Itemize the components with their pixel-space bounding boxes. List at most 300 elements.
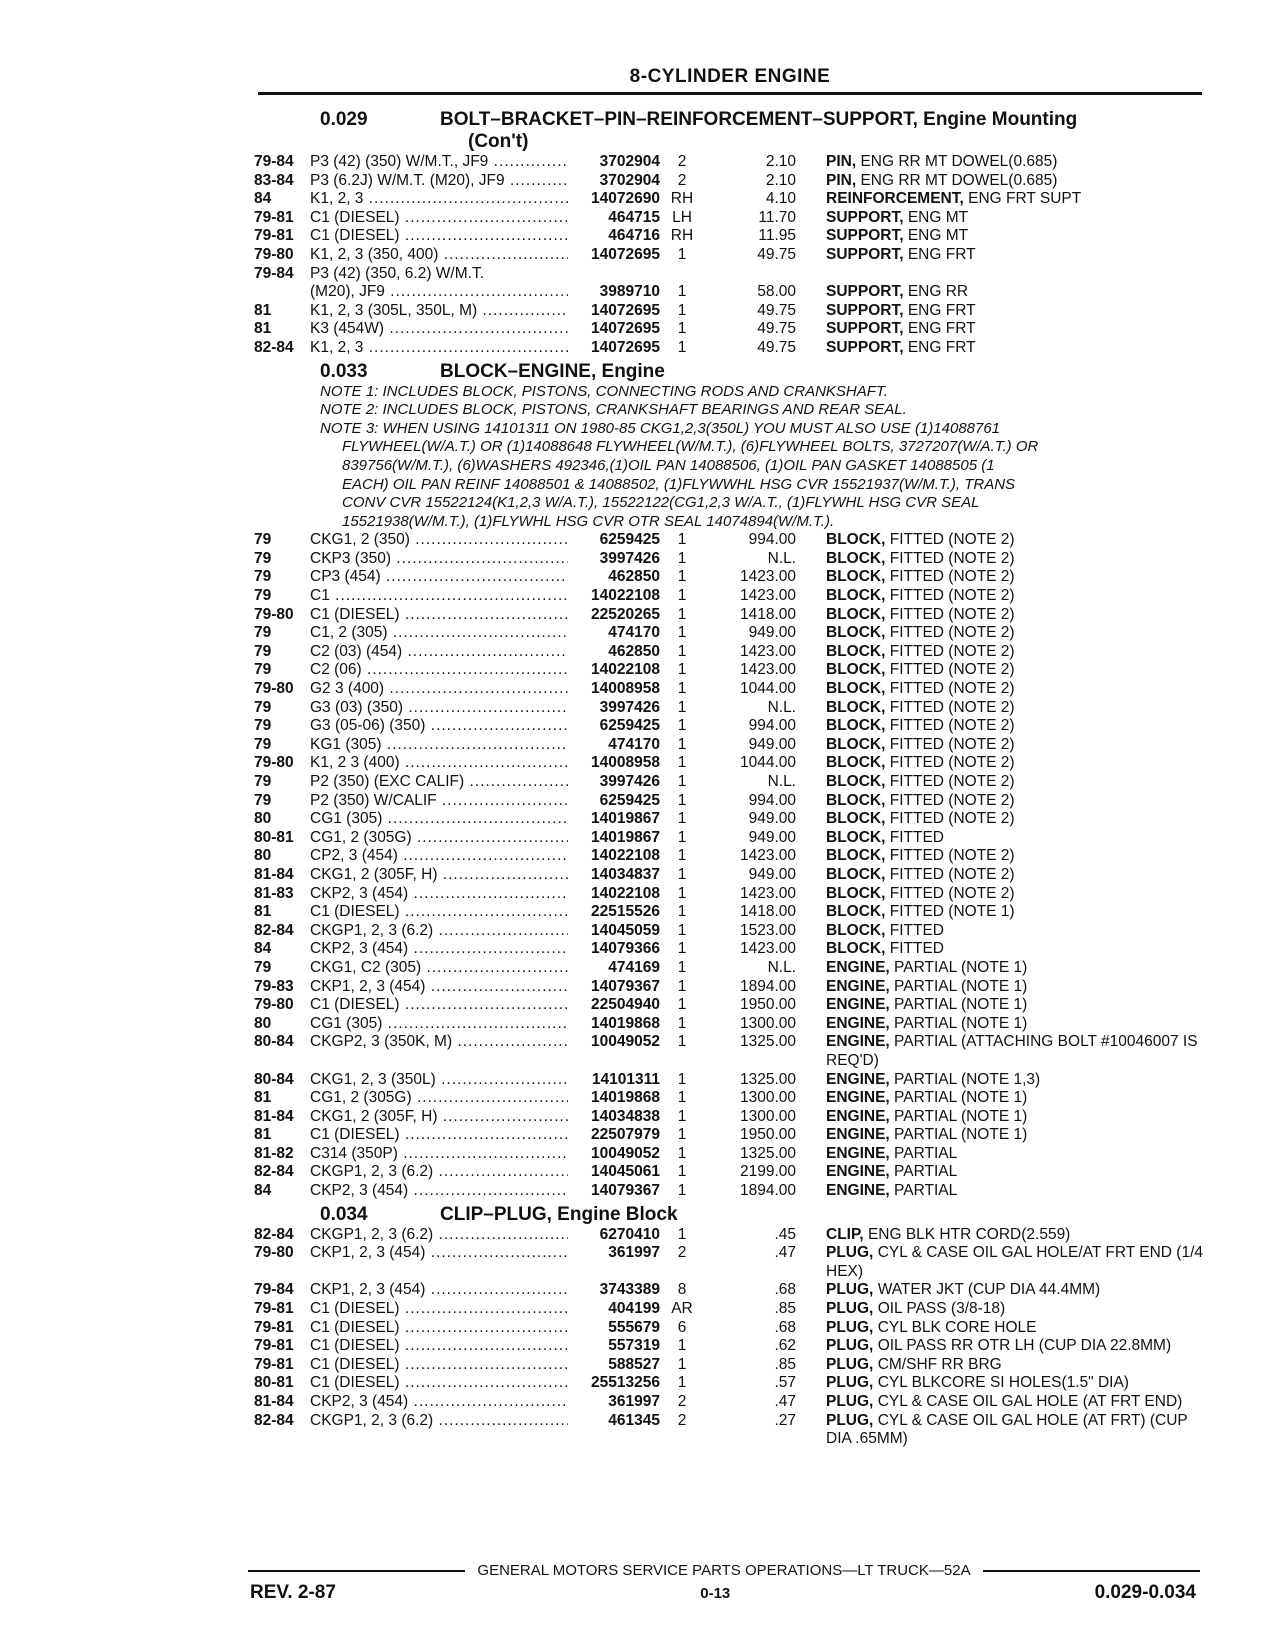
quantity: 1: [677, 717, 687, 735]
part-number: 588527: [608, 1355, 660, 1373]
parts-row: [254, 190, 1204, 209]
description: [796, 1319, 1204, 1338]
model-years: 81: [254, 320, 272, 338]
quantity: 1: [677, 549, 687, 567]
description-noun: BLOCK,: [826, 587, 886, 605]
part-number: 14022108: [591, 661, 660, 679]
description-noun: ENGINE,: [826, 1126, 890, 1144]
model-years: 84: [254, 1182, 272, 1200]
description-detail: FITTED (NOTE 2): [889, 810, 1015, 828]
description-detail: OIL PASS (3/8-18): [877, 1300, 1006, 1318]
application: CKP1, 2, 3 (454) .....: [310, 978, 568, 997]
footer-rule-right: [983, 1570, 1200, 1572]
parts-row: [254, 153, 1204, 172]
description-detail: FITTED (NOTE 2): [889, 773, 1015, 790]
application: C2 (06) .....: [310, 661, 568, 680]
parts-row: [254, 1108, 1204, 1127]
part-number: 25513256: [591, 1374, 660, 1392]
price: 11.70: [758, 208, 796, 226]
description-noun: BLOCK,: [826, 698, 886, 716]
application: CG1, 2 (305G) .....: [310, 829, 568, 848]
footer-rule-left: [248, 1570, 465, 1572]
description: [796, 1108, 1204, 1127]
application: CP2, 3 (454) .....: [310, 847, 568, 866]
application: CKG1, 2 (350) .....: [310, 531, 568, 550]
description-detail: FITTED (NOTE 2): [889, 549, 1015, 567]
description: [796, 773, 1204, 792]
part-number: 461345: [608, 1411, 660, 1429]
parts-row: [254, 1145, 1204, 1164]
description-noun: ENGINE,: [826, 977, 890, 995]
description-noun: BLOCK,: [826, 810, 886, 828]
description: [796, 736, 1204, 755]
parts-row: [254, 227, 1204, 246]
price: .62: [774, 1337, 796, 1355]
description-noun: BLOCK,: [826, 921, 886, 939]
application: CP3 (454) .....: [310, 568, 568, 587]
quantity: AR: [671, 1300, 693, 1318]
section-range: 0.029-0.034: [1094, 1582, 1196, 1603]
description-detail: ENG RR MT DOWEL(0.685): [860, 153, 1058, 170]
parts-row: [254, 754, 1204, 773]
price: 1300.00: [739, 1107, 796, 1125]
parts-row: [254, 1182, 1204, 1201]
parts-row: [254, 1319, 1204, 1338]
section-title-wrap: [440, 361, 1204, 383]
quantity: 1: [677, 568, 687, 586]
description-detail: PARTIAL (NOTE 1): [894, 1014, 1028, 1032]
description: [796, 1374, 1204, 1393]
model-years: 79-84: [254, 153, 294, 170]
part-number: 404199: [608, 1300, 660, 1318]
part-number: 3702904: [599, 171, 660, 189]
description-noun: PLUG,: [826, 1374, 874, 1392]
parts-row: [254, 209, 1204, 228]
model-years: 79-84: [254, 264, 294, 282]
description-noun: BLOCK,: [826, 624, 886, 642]
description-noun: PLUG,: [826, 1318, 874, 1336]
quantity: 1: [677, 283, 687, 301]
quantity: 1: [677, 1144, 687, 1162]
price: 1325.00: [739, 1033, 796, 1051]
description: [796, 1145, 1204, 1164]
section-title: CLIP–PLUG, Engine Block: [440, 1203, 678, 1225]
price: 1423.00: [739, 661, 796, 679]
application: K1, 2, 3 .....: [310, 339, 568, 358]
application: K1, 2 3 (400) .....: [310, 754, 568, 773]
price: 1423.00: [739, 642, 796, 660]
note-line: 15521938(W/M.T.), (1)FLYWHL HSG CVR OTR SEAL 14074894(W/M.T.).: [342, 512, 835, 530]
part-number: 14022108: [591, 587, 660, 605]
parts-row: [254, 1281, 1204, 1300]
quantity: 2: [677, 171, 687, 189]
price: .45: [774, 1225, 796, 1243]
model-years: 82-84: [254, 1225, 294, 1243]
parts-row: [254, 302, 1204, 321]
quantity: 2: [677, 1393, 687, 1410]
application: P2 (350) (EXC CALIF) .....: [310, 773, 568, 792]
description-detail: ENG RR: [907, 283, 969, 301]
quantity: 1: [677, 320, 687, 338]
description: [796, 996, 1204, 1015]
part-number: 557319: [608, 1337, 660, 1355]
description-detail: FITTED (NOTE 2): [889, 605, 1015, 623]
note-line: NOTE 1: INCLUDES BLOCK, PISTONS, CONNECTING RODS AND CRANKSHAFT.: [320, 382, 888, 400]
description: [796, 978, 1204, 997]
application: CKG1, 2 (305F, H) .....: [310, 1108, 568, 1127]
application: C1, 2 (305) .....: [310, 624, 568, 643]
description-noun: BLOCK,: [826, 773, 886, 790]
price: 1044.00: [739, 680, 796, 698]
quantity: 1: [677, 754, 687, 772]
description-noun: ENGINE,: [826, 1107, 890, 1125]
application: CKGP2, 3 (350K, M) .....: [310, 1033, 568, 1052]
application: P3 (6.2J) W/M.T. (M20), JF9 .....: [310, 172, 568, 191]
parts-row: [254, 531, 1204, 550]
model-years: 79: [254, 717, 272, 735]
description-noun: PLUG,: [826, 1300, 874, 1318]
price: 1300.00: [739, 1089, 796, 1107]
description-detail: ENG FRT: [907, 301, 976, 319]
description-detail: ENG FRT SUPT: [968, 190, 1082, 208]
description: [796, 1412, 1204, 1449]
quantity: 1: [677, 587, 687, 605]
description: [796, 209, 1204, 228]
model-years: 79: [254, 698, 272, 716]
part-number: 14079366: [591, 940, 660, 958]
price: 1418.00: [739, 605, 796, 623]
price: .57: [774, 1374, 796, 1392]
quantity: 1: [677, 245, 687, 263]
part-number: 6259425: [599, 717, 660, 735]
price: 1423.00: [739, 587, 796, 605]
application: CKG1, 2 (305F, H) .....: [310, 866, 568, 885]
parts-row: [254, 1226, 1204, 1245]
part-number: 462850: [608, 642, 660, 660]
description-noun: BLOCK,: [826, 847, 886, 865]
quantity: 1: [677, 977, 687, 995]
description-noun: BLOCK,: [826, 605, 886, 623]
quantity: 1: [677, 810, 687, 828]
application: K1, 2, 3 (350, 400) .....: [310, 246, 568, 265]
model-years: 79: [254, 661, 272, 679]
description: [796, 587, 1204, 606]
price: 1423.00: [739, 568, 796, 586]
part-number: 3997426: [599, 698, 660, 716]
part-number: 14019868: [591, 1089, 660, 1107]
parts-row: [254, 339, 1204, 358]
description: [796, 246, 1204, 265]
application: P3 (42) (350) W/M.T., JF9 .....: [310, 153, 568, 172]
parts-row: [254, 1356, 1204, 1375]
description-detail: PARTIAL (NOTE 1): [894, 996, 1028, 1014]
quantity: 1: [677, 698, 687, 716]
price: 949.00: [748, 828, 796, 846]
price: 11.95: [758, 227, 796, 245]
model-years: 80-84: [254, 1033, 294, 1051]
part-number: 474170: [608, 624, 660, 642]
description: [796, 153, 1204, 172]
note-line: EACH) OIL PAN REINF 14088501 & 14088502, (1)FLYWWHL HSG CVR 15521937(W/M.T.), TRANS: [342, 475, 1016, 493]
description-detail: ENG RR MT DOWEL(0.685): [860, 171, 1058, 189]
model-years: 81: [254, 1126, 272, 1144]
description-detail: WATER JKT (CUP DIA 44.4MM): [877, 1281, 1101, 1299]
model-years: 82-84: [254, 1163, 294, 1181]
description: [796, 550, 1204, 569]
model-years: 80-84: [254, 1070, 294, 1088]
part-number: 22507979: [591, 1126, 660, 1144]
parts-row: [254, 792, 1204, 811]
application: CKG1, C2 (305) .....: [310, 959, 568, 978]
description-detail: PARTIAL (NOTE 1,3): [894, 1070, 1041, 1088]
description-noun: SUPPORT,: [826, 227, 904, 245]
description: [796, 1163, 1204, 1182]
price: 49.75: [757, 338, 796, 356]
quantity: 1: [677, 1107, 687, 1125]
price: 949.00: [748, 810, 796, 828]
quantity: 1: [677, 884, 687, 902]
price: 49.75: [757, 301, 796, 319]
application: CKP2, 3 (454) .....: [310, 885, 568, 904]
model-years: 80-81: [254, 1374, 294, 1392]
price: 2.10: [765, 171, 796, 189]
application: CKP2, 3 (454) .....: [310, 940, 568, 959]
quantity: 1: [677, 624, 687, 642]
description-detail: PARTIAL (NOTE 1): [894, 1107, 1028, 1125]
description: [796, 661, 1204, 680]
section-title-wrap: [440, 109, 1204, 153]
price: 1950.00: [739, 1126, 796, 1144]
model-years: 79: [254, 587, 272, 605]
price: 1950.00: [739, 996, 796, 1014]
price: 1325.00: [739, 1144, 796, 1162]
description: [796, 680, 1204, 699]
description-noun: PLUG,: [826, 1244, 874, 1262]
application: P2 (350) W/CALIF .....: [310, 792, 568, 811]
price: .68: [774, 1281, 796, 1299]
description-detail: PARTIAL (NOTE 1): [894, 1089, 1028, 1107]
quantity: 1: [677, 661, 687, 679]
price: 1423.00: [739, 940, 796, 958]
quantity: 1: [677, 1014, 687, 1032]
quantity: 1: [677, 1355, 687, 1373]
parts-row: [254, 643, 1204, 662]
application: CKGP1, 2, 3 (6.2) .....: [310, 922, 568, 941]
price: 949.00: [748, 865, 796, 883]
description-noun: PLUG,: [826, 1393, 874, 1410]
application: K1, 2, 3 .....: [310, 190, 568, 209]
price: N.L.: [767, 773, 796, 790]
quantity: 8: [677, 1281, 687, 1299]
description-detail: ENG BLK HTR CORD(2.559): [867, 1225, 1071, 1243]
price: N.L.: [767, 549, 796, 567]
description: [796, 699, 1204, 718]
part-number: 14072695: [591, 338, 660, 356]
description-detail: FITTED (NOTE 2): [889, 847, 1015, 865]
quantity: 1: [677, 865, 687, 883]
price: 1894.00: [739, 977, 796, 995]
parts-row: [254, 885, 1204, 904]
price: 1325.00: [739, 1070, 796, 1088]
model-years: 79-80: [254, 245, 294, 263]
description-noun: ENGINE,: [826, 1163, 890, 1181]
description-noun: SUPPORT,: [826, 283, 904, 301]
part-number: 14079367: [591, 1182, 660, 1200]
description: [796, 320, 1204, 339]
application: CKGP1, 2, 3 (6.2) .....: [310, 1163, 568, 1182]
application: C1 (DIESEL) .....: [310, 903, 568, 922]
quantity: 1: [677, 1033, 687, 1051]
model-years: 81-84: [254, 865, 294, 883]
description-noun: BLOCK,: [826, 828, 886, 846]
application: C1 (DIESEL) .....: [310, 1337, 568, 1356]
description: [796, 172, 1204, 191]
model-years: 80: [254, 847, 272, 865]
application: (M20), JF9 .....: [310, 283, 568, 302]
price: N.L.: [767, 698, 796, 716]
description: [796, 1033, 1204, 1070]
parts-row: [254, 246, 1204, 265]
description: [796, 339, 1204, 358]
description-detail: FITTED: [889, 828, 944, 846]
price: 994.00: [748, 717, 796, 735]
description-detail: FITTED: [889, 940, 944, 958]
quantity: 1: [677, 605, 687, 623]
price: 949.00: [748, 624, 796, 642]
quantity: 1: [677, 1126, 687, 1144]
header-rule: [258, 92, 1202, 95]
application: K3 (454W) .....: [310, 320, 568, 339]
application: CKP2, 3 (454) .....: [310, 1182, 568, 1201]
quantity: LH: [672, 208, 692, 226]
description-detail: FITTED (NOTE 1): [889, 903, 1015, 921]
model-years: 79: [254, 568, 272, 586]
parts-row: [254, 978, 1204, 997]
model-years: 81-84: [254, 1393, 294, 1410]
description: [796, 643, 1204, 662]
part-number: 361997: [608, 1393, 660, 1410]
description-noun: BLOCK,: [826, 791, 886, 809]
part-number: 14072695: [591, 301, 660, 319]
description-detail: PARTIAL: [894, 1163, 958, 1181]
description: [796, 1071, 1204, 1090]
quantity: 1: [677, 828, 687, 846]
part-number: 6259425: [599, 791, 660, 809]
description-detail: ENG FRT: [907, 245, 976, 263]
application: CG1 (305) .....: [310, 810, 568, 829]
application: KG1 (305) .....: [310, 736, 568, 755]
description-noun: ENGINE,: [826, 996, 890, 1014]
description-detail: FITTED (NOTE 2): [889, 717, 1015, 735]
description-noun: BLOCK,: [826, 903, 886, 921]
quantity: 1: [677, 1070, 687, 1088]
quantity: 1: [677, 791, 687, 809]
description-noun: BLOCK,: [826, 884, 886, 902]
section-code: 0.029: [320, 109, 368, 130]
description-noun: BLOCK,: [826, 717, 886, 735]
part-number: 14072690: [591, 190, 660, 208]
description-detail: FITTED (NOTE 2): [889, 735, 1015, 753]
parts-row: [254, 699, 1204, 718]
parts-row: [254, 587, 1204, 606]
part-number: 464715: [608, 208, 660, 226]
page-number: 0-13: [700, 1585, 731, 1602]
description: [796, 283, 1204, 302]
quantity: 2: [677, 1244, 687, 1262]
application: C1 (DIESEL) .....: [310, 1319, 568, 1338]
price: .85: [774, 1355, 796, 1373]
model-years: 79-84: [254, 1281, 294, 1299]
price: 2.10: [765, 153, 796, 170]
part-number: 6259425: [599, 531, 660, 549]
model-years: 79: [254, 735, 272, 753]
parts-row: [254, 1393, 1204, 1412]
part-number: 10049052: [591, 1144, 660, 1162]
part-number: 10049052: [591, 1033, 660, 1051]
part-number: 555679: [608, 1318, 660, 1336]
model-years: 82-84: [254, 338, 294, 356]
quantity: 1: [677, 773, 687, 790]
model-years: 79-80: [254, 605, 294, 623]
description-detail: FITTED (NOTE 2): [889, 754, 1015, 772]
quantity: 1: [677, 531, 687, 549]
model-years: 81: [254, 301, 272, 319]
description-detail: FITTED (NOTE 2): [889, 791, 1015, 809]
parts-row: [254, 320, 1204, 339]
description-noun: SUPPORT,: [826, 301, 904, 319]
model-years: 79-81: [254, 1337, 294, 1355]
part-number: 3997426: [599, 549, 660, 567]
description-noun: SUPPORT,: [826, 245, 904, 263]
parts-row: [254, 940, 1204, 959]
model-years: 79-81: [254, 1355, 294, 1373]
price: .27: [774, 1411, 796, 1429]
parts-row: [254, 717, 1204, 736]
parts-row: [254, 847, 1204, 866]
price: 2199.00: [739, 1163, 796, 1181]
description-detail: PARTIAL (NOTE 1): [894, 1126, 1028, 1144]
parts-row: [254, 550, 1204, 569]
application: G3 (03) (350) .....: [310, 699, 568, 718]
price: 1423.00: [739, 847, 796, 865]
parts-row: [254, 624, 1204, 643]
quantity: 1: [677, 301, 687, 319]
application: C1 (DIESEL) .....: [310, 1374, 568, 1393]
quantity: 1: [677, 1163, 687, 1181]
part-number: 3743389: [599, 1281, 660, 1299]
part-number: 14019868: [591, 1014, 660, 1032]
description: [796, 1281, 1204, 1300]
description-detail: CYL & CASE OIL GAL HOLE/AT FRT END (1/4 HEX): [826, 1244, 1204, 1280]
part-number: 14101311: [591, 1070, 660, 1088]
description: [796, 227, 1204, 246]
part-number: 464716: [608, 227, 660, 245]
note-line: FLYWHEEL(W/A.T.) OR (1)14088648 FLYWHEEL(W/M.T.), (6)FLYWHEEL BOLTS, 3727207(W/A.T.) OR: [342, 438, 1039, 456]
description: [796, 885, 1204, 904]
description: [796, 792, 1204, 811]
description-noun: BLOCK,: [826, 568, 886, 586]
quantity: 1: [677, 958, 687, 976]
description-noun: ENGINE,: [826, 1089, 890, 1107]
application: CKGP1, 2, 3 (6.2) .....: [310, 1412, 568, 1431]
price: .68: [774, 1318, 796, 1336]
model-years: 79-81: [254, 227, 294, 245]
parts-row: [254, 283, 1204, 302]
part-number: 474170: [608, 735, 660, 753]
description-detail: PARTIAL: [894, 1144, 958, 1162]
part-number: 14019867: [591, 810, 660, 828]
description-detail: PARTIAL (ATTACHING BOLT #10046007 IS REQ'D): [826, 1033, 1198, 1069]
